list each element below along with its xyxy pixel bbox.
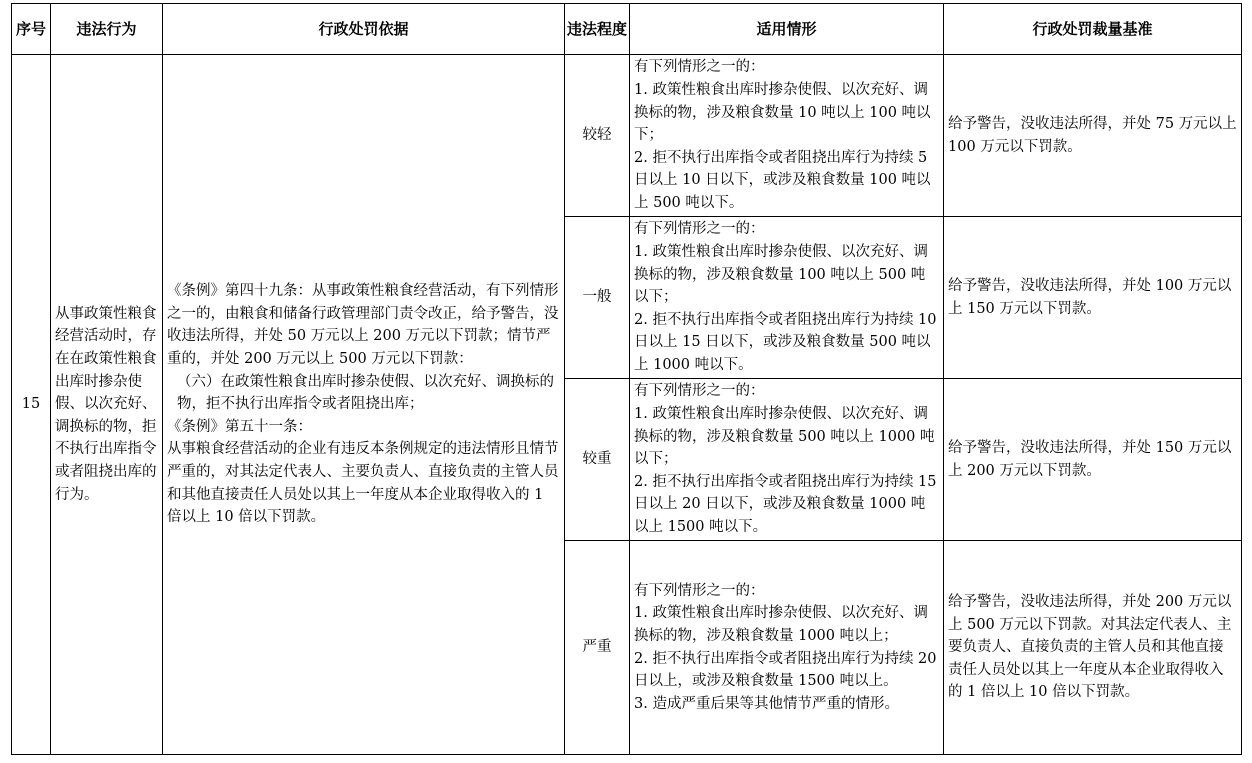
situation-line: 1. 政策性粮食出库时掺杂使假、以次充好、调换标的物，涉及粮食数量 1000 吨以上； [634, 605, 928, 644]
table-row [12, 55, 1242, 217]
standard-cell: 给予警告，没收违法所得，并处 100 万元以上 150 万元以下罚款。 [944, 217, 1242, 379]
situation-line: 有下列情形之一的： [634, 221, 765, 238]
situation-line: 2. 拒不执行出库指令或者阻挠出库行为持续 15 日以上 20 日以下，或涉及粮食数量 1000 吨以上 1500 吨以下。 [634, 473, 942, 535]
penalty-standard-table [11, 3, 1242, 755]
basis-paragraph: 从事粮食经营活动的企业有违反本条例规定的违法情形且情节严重的，对其法定代表人、主要负责人、直接负责的主管人员和其他直接责任人员处以其上一年度从本企业取得收入的 1 倍以上 10 倍以下罚款。 [167, 441, 559, 526]
situation-line: 2. 拒不执行出库指令或者阻挠出库行为持续 20 日以上，或涉及粮食数量 1500 吨以上。 [634, 650, 942, 690]
basis-paragraph: （六）在政策性粮食出库时掺杂使假、以次充好、调换标的物，拒不执行出库指令或者阻挠出库； [177, 373, 554, 413]
header-no: 序号 [12, 4, 51, 55]
situation-cell [630, 379, 944, 541]
standard-cell: 给予警告，没收违法所得，并处 150 万元以上 200 万元以下罚款。 [944, 379, 1242, 541]
situation-line: 1. 政策性粮食出库时掺杂使假、以次充好、调换标的物，涉及粮食数量 10 吨以上 100 吨以下； [634, 82, 931, 144]
degree-cell: 较轻 [565, 55, 630, 217]
situation-cell [630, 55, 944, 217]
violation-cell: 从事政策性粮食经营活动时，存在在政策性粮食出库时掺杂使假、以次充好、调换标的物，拒不执行出库指令或者阻挠出库的行为。 [51, 55, 163, 755]
row-number: 15 [12, 55, 51, 755]
standard-cell: 给予警告，没收违法所得，并处 200 万元以上 500 万元以下罚款。对其法定代表人、主要负责人、直接负责的主管人员和其他直接责任人员处以其上一年度从本企业取得收入的 1 倍以上 10 倍以下罚款。 [944, 541, 1242, 755]
degree-cell: 一般 [565, 217, 630, 379]
table-header-row [12, 4, 1242, 55]
situation-line: 1. 政策性粮食出库时掺杂使假、以次充好、调换标的物，涉及粮食数量 500 吨以上 1000 吨以下； [634, 406, 935, 468]
standard-cell: 给予警告，没收违法所得，并处 75 万元以上 100 万元以下罚款。 [944, 55, 1242, 217]
header-degree: 违法程度 [565, 4, 630, 55]
situation-cell [630, 217, 944, 379]
basis-paragraph: 《条例》第五十一条： [167, 418, 312, 435]
header-violation: 违法行为 [51, 4, 163, 55]
situation-line: 2. 拒不执行出库指令或者阻挠出库行为持续 5 日以上 10 日以下，或涉及粮食数量 100 吨以上 500 吨以下。 [634, 149, 932, 211]
header-basis: 行政处罚依据 [163, 4, 565, 55]
header-standard: 行政处罚裁量基准 [944, 4, 1242, 55]
basis-cell [163, 55, 565, 755]
degree-cell: 严重 [565, 541, 630, 755]
basis-paragraph: 《条例》第四十九条：从事政策性粮食经营活动，有下列情形之一的，由粮食和储备行政管理部门责令改正，给予警告，没收违法所得，并处 50 万元以上 200 万元以下罚款；情节严重的，并处 200 万元以上 500 万元以下罚款： [167, 283, 559, 368]
situation-line: 2. 拒不执行出库指令或者阻挠出库行为持续 10 日以上 15 日以下，或涉及粮食数量 500 吨以上 1000 吨以下。 [634, 311, 942, 373]
situation-line: 有下列情形之一的： [634, 59, 765, 76]
situation-line: 1. 政策性粮食出库时掺杂使假、以次充好、调换标的物，涉及粮食数量 100 吨以上 500 吨以下； [634, 244, 928, 306]
situation-cell [630, 541, 944, 755]
header-situation: 适用情形 [630, 4, 944, 55]
situation-line: 有下列情形之一的： [634, 383, 765, 400]
situation-line: 有下列情形之一的： [634, 582, 765, 599]
degree-cell: 较重 [565, 379, 630, 541]
situation-line: 3. 造成严重后果等其他情节严重的情形。 [634, 695, 899, 712]
